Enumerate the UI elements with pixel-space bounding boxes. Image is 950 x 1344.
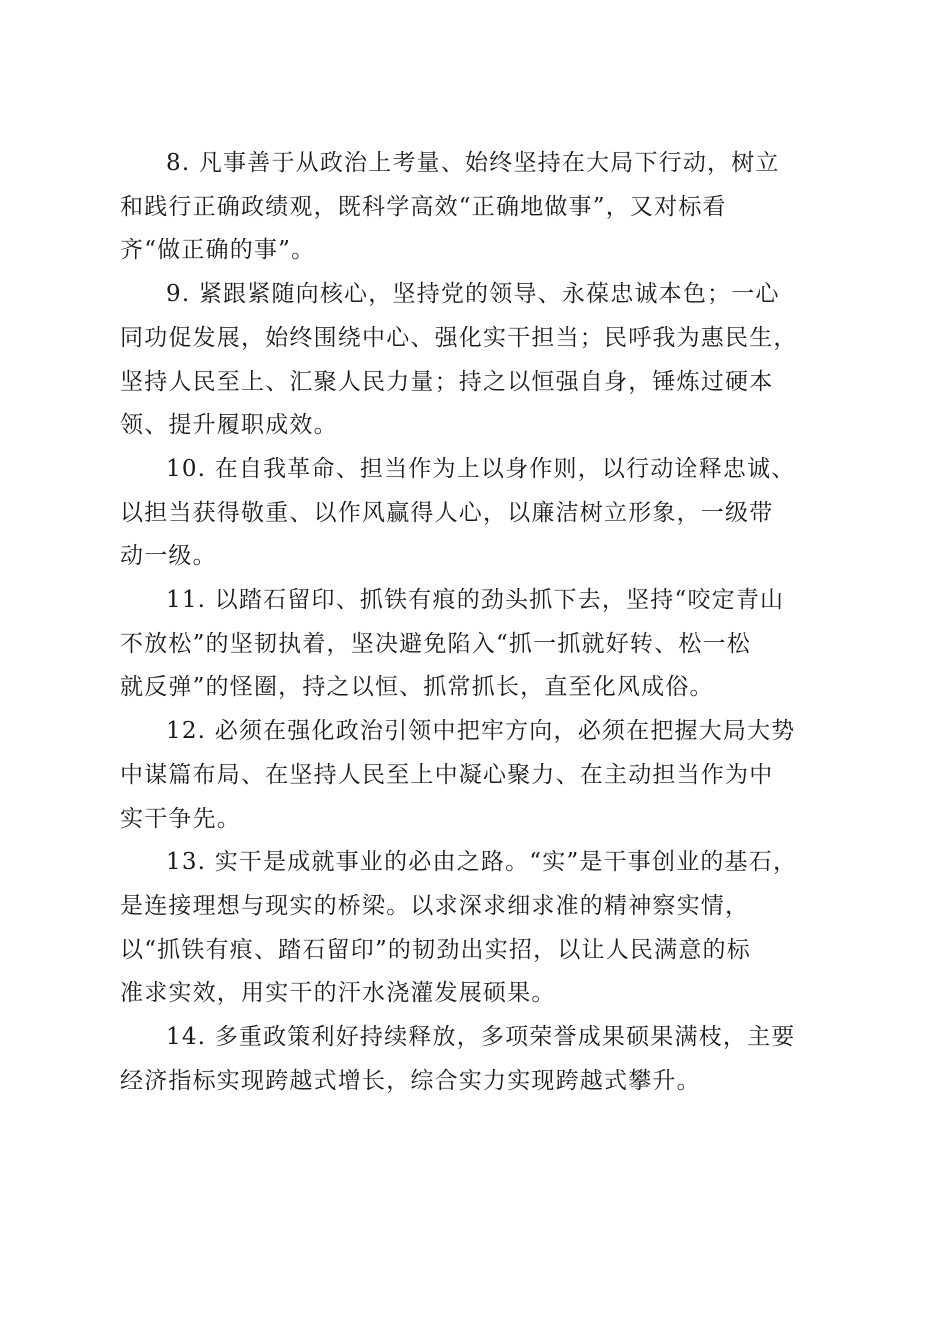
text-line: 8. 凡事善于从政治上考量、始终坚持在大局下行动，树立 (166, 150, 780, 176)
text-line: 10. 在自我革命、担当作为上以身作则，以行动诠释忠诚、 (166, 455, 796, 482)
text-line: 9. 紧跟紧随向核心，坚持党的领导、永葆忠诚本色；一心 (166, 281, 780, 308)
paragraph-10 (120, 448, 834, 579)
text-line: 经济指标实现跨越式增长，综合实力实现跨越式攀升。 (120, 1067, 701, 1094)
text-line: 和践行正确政绩观，既科学高效“正确地做事”，又对标看 (120, 193, 727, 220)
text-line: 以担当获得敬重、以作风赢得人心，以廉洁树立形象，一级带 (120, 499, 774, 526)
text-line: 实干争先。 (120, 805, 241, 832)
paragraph-11 (120, 579, 834, 710)
text-line: 是连接理想与现实的桥梁。以求深求细求准的精神察实情， (120, 892, 750, 919)
text-line: 13. 实干是成就事业的必由之路。“实”是干事创业的基石， (166, 849, 798, 876)
text-line: 准求实效，用实干的汗水浇灌发展硕果。 (120, 980, 556, 1007)
text-line: 动一级。 (120, 543, 217, 570)
text-line: 同功促发展，始终围绕中心、强化实干担当；民呼我为惠民生， (120, 324, 798, 351)
text-line: 中谋篇布局、在坚持人民至上中凝心聚力、在主动担当作为中 (120, 761, 774, 788)
document-body (120, 142, 834, 1103)
text-line: 14. 多重政策利好持续释放，多项荣誉成果硕果满枝，主要 (166, 1024, 796, 1051)
paragraph-14 (120, 1016, 834, 1103)
text-line: 齐“做正确的事”。 (120, 237, 316, 264)
paragraph-13 (120, 841, 834, 1016)
paragraph-8 (120, 142, 834, 273)
text-line: 就反弹”的怪圈，持之以恒、抓常抓长，直至化风成俗。 (120, 674, 714, 701)
text-line: 以“抓铁有痕、踏石留印”的韧劲出实招，以让人民满意的标 (120, 936, 751, 963)
text-line: 领、提升履职成效。 (120, 412, 338, 439)
text-line: 12. 必须在强化政治引领中把牢方向，必须在把握大局大势 (166, 718, 796, 745)
paragraph-12 (120, 710, 834, 841)
text-line: 坚持人民至上、汇聚人民力量；持之以恒强自身，锤炼过硬本 (120, 368, 774, 395)
text-line: 不放松”的坚韧执着，坚决避免陷入“抓一抓就好转、松一松 (120, 630, 751, 657)
text-line: 11. 以踏石留印、抓铁有痕的劲头抓下去，坚持“咬定青山 (166, 587, 785, 614)
paragraph-9 (120, 273, 834, 448)
